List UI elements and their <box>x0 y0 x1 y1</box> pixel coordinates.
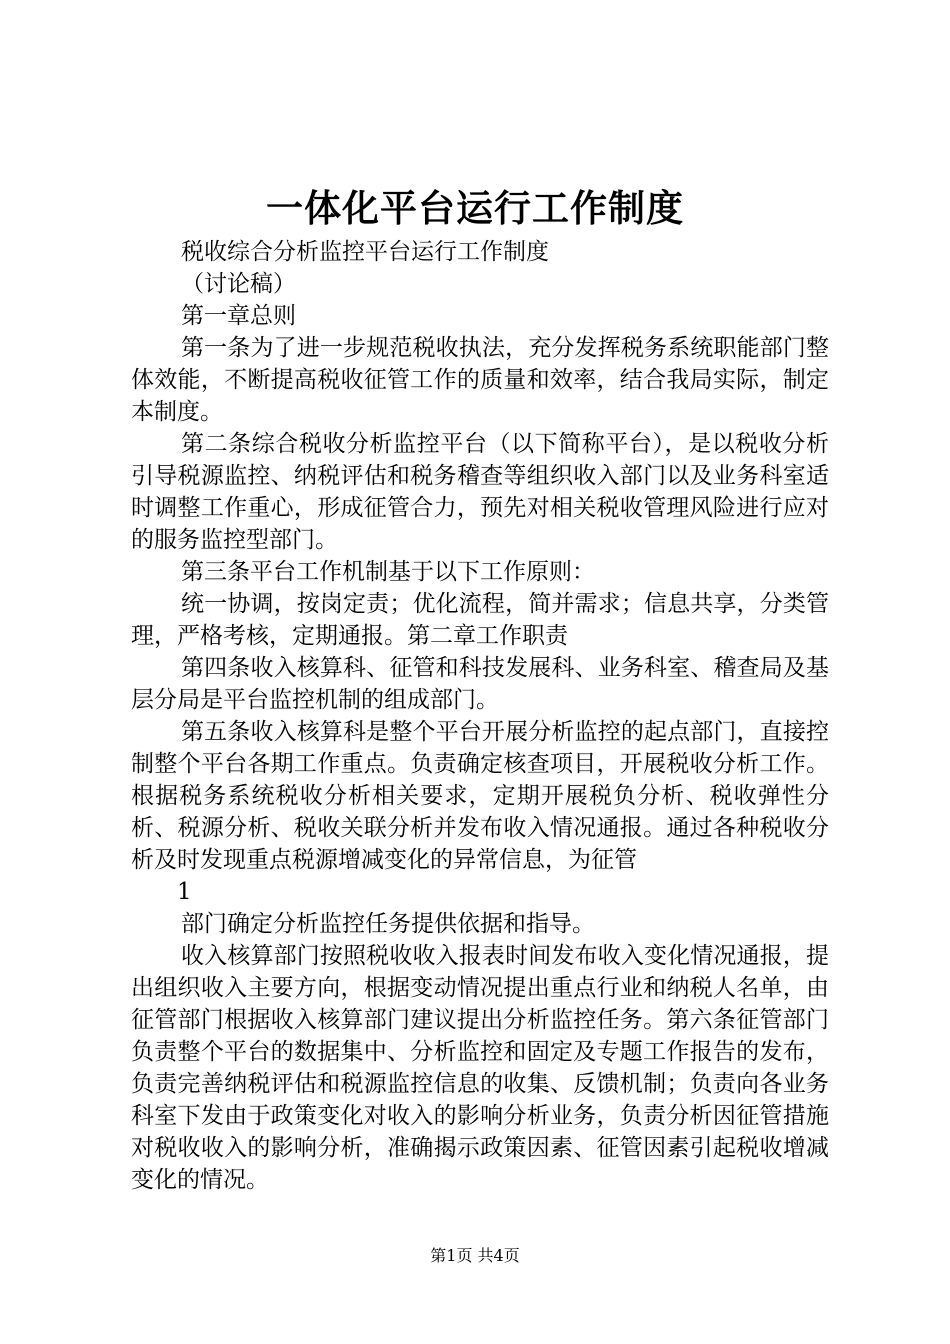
chapter-heading: 第一章总则 <box>181 303 296 329</box>
paragraph: 第一条为了进一步规范税收执法，充分发挥税务系统职能部门整体效能，不断提高税收征管工作的质量和效率，结合我局实际，制定本制度。 <box>131 335 829 425</box>
paragraph: 第五条收入核算科是整个平台开展分析监控的起点部门，直接控制整个平台各期工作重点。负责确定核查项目，开展税收分析工作。根据税务系统税收分析相关要求，定期开展税负分析、税收弹性分析、税源分析、税收关联分析并发布收入情况通报。通过各种税收分析及时发现重点税源增减变化的异常信息，为征管 <box>131 719 829 873</box>
paragraph: 第三条平台工作机制基于以下工作原则： <box>181 559 595 585</box>
subtitle: 税收综合分析监控平台运行工作制度 <box>181 239 549 265</box>
paragraph: 统一协调，按岗定责；优化流程，简并需求；信息共享，分类管理，严格考核，定期通报。第二章工作职责 <box>131 591 829 649</box>
paragraph: 第四条收入核算科、征管和科技发展科、业务科室、稽查局及基层分局是平台监控机制的组成部门。 <box>131 655 829 713</box>
page-footer: 第1页 共4页 <box>430 1246 520 1265</box>
document-body <box>131 236 829 1196</box>
paragraph: 收入核算部门按照税收收入报表时间发布收入变化情况通报，提出组织收入主要方向，根据变动情况提出重点行业和纳税人名单，由征管部门根据收入核算部门建议提出分析监控任务。第六条征管部门负责整个平台的数据集中、分析监控和固定及专题工作报告的发布，负责完善纳税评估和税源监控信息的收集、反馈机制；负责向各业务科室下发由于政策变化对收入的影响分析业务，负责分析因征管措施对税收收入的影响分析，准确揭示政策因素、征管因素引起税收增减变化的情况。 <box>131 943 829 1193</box>
page-marker: 1 <box>177 879 192 905</box>
draft-note: （讨论稿） <box>181 271 296 297</box>
paragraph: 第二条综合税收分析监控平台（以下简称平台），是以税收分析引导税源监控、纳税评估和税务稽查等组织收入部门以及业务科室适时调整工作重心，形成征管合力，预先对相关税收管理风险进行应对的服务监控型部门。 <box>131 431 829 553</box>
paragraph: 部门确定分析监控任务提供依据和指导。 <box>181 911 595 937</box>
document-title: 一体化平台运行工作制度 <box>266 186 684 230</box>
